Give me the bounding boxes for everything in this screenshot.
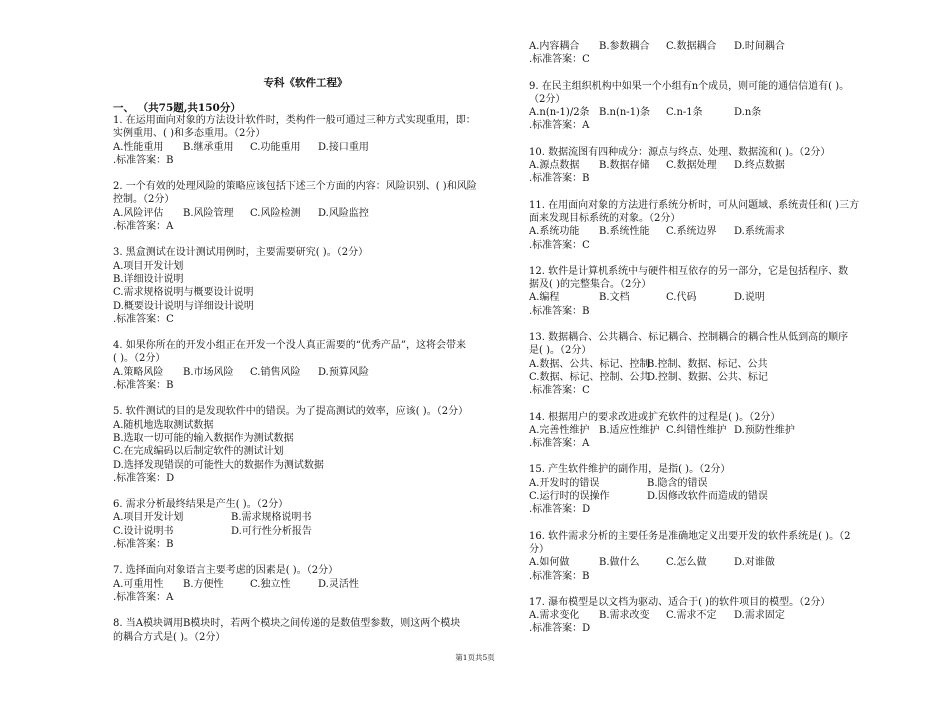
option-row [529,556,881,569]
question-text: 6. 需求分析最终结果是产生( )。（2分） [113,499,289,511]
question-text: 14. 根据用户的要求改进或扩充软件的过程是( )。（2分） [529,411,781,423]
question-12 [529,265,881,318]
option: A.可重用性 [113,578,164,590]
question-text: 11. 在用面向对象的方法进行系统分析时，可从问题域、系统责任和( )三方 [529,199,860,211]
question-fragment [529,40,881,67]
option: A.开发时的错误 [529,477,600,489]
option-row [113,286,501,299]
question-5 [113,405,501,485]
question-text: 12. 软件是计算机系统中与硬件相互依存的另一部分，它是包括程序、数 [529,265,849,277]
question-text: 是( )。（2分） [529,345,592,357]
option-row [529,159,881,172]
option-row [113,273,501,286]
option: D.对谁做 [734,557,775,569]
option: B.需求规格说明书 [231,512,312,524]
option: A.如何做 [529,557,570,569]
question-text: 17. 瀑布模型是以文档为驱动、适合于( )的软件项目的模型。（2分） [529,596,831,608]
answer-line: .标准答案：C [529,239,590,251]
question-text: 5. 软件测试的目的是发现软件中的错误。为了提高测试的效率，应该( )。（2分） [113,406,469,418]
option: A.源点数据 [529,160,580,172]
option: D.因修改软件而造成的错误 [647,491,768,503]
page-footer: 第1页共5页 [455,653,495,662]
option-row [529,477,881,490]
option: C.功能重用 [250,141,301,153]
option: C.n-1条 [666,107,703,119]
option: C.需求规格说明与概要设计说明 [113,287,254,299]
option: B.方便性 [183,578,224,590]
question-text: 2. 一个有效的处理风险的策略应该包括下述三个方面的内容：风险识别、( )和风险 [113,181,477,193]
answer-line: .标准答案：A [113,591,174,603]
option: B.选取一切可能的输入数据作为测试数据 [113,432,294,444]
option: B.n(n-1)条 [599,107,650,119]
answer-line: .标准答案：A [529,438,590,450]
answer-line: .标准答案：B [529,173,590,185]
question-2 [113,180,501,233]
answer-line: .标准答案：D [113,472,175,484]
answer-line: .标准答案：D [529,623,591,635]
option-row [113,578,501,591]
option: A.随机地选取测试数据 [113,419,214,431]
option-row [529,225,881,238]
option: A.系统功能 [529,226,580,238]
question-9 [529,80,881,133]
option: C.风险检测 [250,207,301,219]
answer-line: .标准答案：A [529,120,590,132]
option-row [529,358,881,371]
section-heading: 一、 （共75题,共150分） [113,102,241,114]
question-11 [529,199,881,252]
option: C.运行时的误操作 [529,491,610,503]
option: A.性能重用 [113,141,164,153]
option: C.数据、标记、控制、公共 [529,371,650,383]
option: A.数据、公共、标记、控制 [529,358,650,370]
option-row [113,511,501,524]
option-row [113,459,501,472]
option: A.n(n-1)/2条 [529,107,590,119]
question-text: 1. 在运用面向对象的方法设计软件时，类构件一般可通过三种方式实现重用，即： [113,115,476,126]
question-text: 8. 当A模块调用B模块时，若两个模块之间传递的是数值型参数，则这两个模块 [113,618,461,630]
option: B.隐含的错误 [647,477,708,489]
question-text: 16. 软件需求分析的主要任务是准确地定义出要开发的软件系统是( )。（2 [529,530,851,542]
question-text: 15. 产生软件维护的副作用，是指( )。（2分） [529,464,731,476]
option-row [113,366,501,379]
answer-line: .标准答案：B [529,305,590,317]
option: C.设计说明书 [113,525,174,537]
option-row [113,300,501,313]
right-column [529,40,881,649]
option: D.说明 [734,292,765,304]
option: B.控制、数据、标记、公共 [647,358,768,370]
option-row [529,291,881,304]
option: D.需求固定 [734,610,785,622]
option: D.n条 [734,107,762,119]
option: A.完善性维护 [529,424,590,436]
option: D.控制、数据、公共、标记 [647,371,768,383]
option: B.参数耦合 [599,41,650,52]
answer-line: .标准答案：B [113,539,174,551]
question-text: 分） [529,543,549,555]
answer-line: .标准答案：D [529,504,591,516]
option-row [529,40,881,53]
question-14 [529,411,881,451]
option: B.需求改变 [599,610,650,622]
option: D.预算风险 [318,366,369,378]
question-text: 9. 在民主组织机构中如果一个小组有n个成员，则可能的通信信道有( )。 [529,80,850,92]
option-row [113,419,501,432]
question-text: 实例重用、( )和多态重用。（2分） [113,128,266,140]
option: C.代码 [666,292,697,304]
option: C.销售风险 [250,366,301,378]
option: D.选择发现错误的可能性大的数据作为测试数据 [113,459,324,471]
question-13 [529,331,881,397]
option: C.需求不定 [666,610,717,622]
question-8 [113,617,501,644]
option: C.数据处理 [666,160,717,172]
option: D.终点数据 [734,160,785,172]
question-17 [529,596,881,636]
option: A.内容耦合 [529,41,580,52]
option: B.文档 [599,292,630,304]
question-7 [113,564,501,604]
option: B.系统性能 [599,226,650,238]
option-row [113,141,501,154]
option: B.做什么 [599,557,640,569]
answer-line: .标准答案：B [113,380,174,392]
question-text: （2分） [529,93,566,105]
question-text: 7. 选择面向对象语言主要考虑的因素是( )。（2分） [113,565,339,577]
question-text: 控制。（2分） [113,194,175,206]
option: B.继承重用 [183,141,234,153]
answer-line: .标准答案：C [529,385,590,397]
answer-line: .标准答案：B [113,154,174,166]
option-row [529,424,881,437]
option: A.编程 [529,292,560,304]
option: B.适应性维护 [599,424,660,436]
option-row [113,445,501,458]
option: A.风险评估 [113,207,164,219]
option: C.数据耦合 [666,41,717,52]
option: C.怎么做 [666,557,707,569]
answer-line: .标准答案：C [529,54,590,66]
right-question-list [529,80,881,636]
question-4 [113,339,501,392]
question-6 [113,498,501,551]
option-row [113,207,501,220]
option: D.可行性分析报告 [231,525,312,537]
option: D.概要设计说明与详细设计说明 [113,300,254,312]
option: A.策略风险 [113,366,164,378]
option-row [113,525,501,538]
option: A.项目开发计划 [113,512,184,524]
option: A.项目开发计划 [113,260,184,272]
question-text: 面来发现目标系统的对象。（2分） [529,212,681,224]
question-3 [113,246,501,326]
option: B.市场风险 [183,366,234,378]
option-row [529,609,881,622]
option-row [529,490,881,503]
option-row [113,432,501,445]
option-row [113,260,501,273]
option: C.纠错性维护 [666,424,727,436]
question-15 [529,463,881,516]
question-text: 13. 数据耦合、公共耦合、标记耦合、控制耦合的耦合性从低到高的顺序 [529,332,849,344]
question-text: ( )。（2分） [113,353,166,365]
option: C.在完成编码以后制定软件的测试计划 [113,446,284,458]
answer-line: .标准答案：B [529,570,590,582]
option: D.预防性维护 [734,424,795,436]
document-title: 专科《软件工程》 [263,77,348,89]
question-text: 的耦合方式是( )。（2分） [113,631,226,643]
option-row [529,106,881,119]
question-1 [113,114,501,167]
option: C.独立性 [250,578,291,590]
option: C.系统边界 [666,226,717,238]
option: D.系统需求 [734,226,785,238]
option: D.时间耦合 [734,41,785,52]
option: D.风险监控 [318,207,369,219]
question-text: 4. 如果你所在的开发小组正在开发一个没人真正需要的“优秀产品”，这将会带来 [113,340,466,352]
answer-line: .标准答案：C [113,313,174,325]
option: B.数据存储 [599,160,650,172]
option: D.接口重用 [318,141,369,153]
left-question-list [113,114,501,657]
question-10 [529,146,881,186]
question-16 [529,530,881,583]
answer-line: .标准答案：A [113,221,174,233]
option: B.风险管理 [183,207,234,219]
option: D.灵活性 [318,578,359,590]
question-text: 3. 黑盒测试在设计测试用例时，主要需要研究( )。（2分） [113,247,369,259]
question-text: 10. 数据流图有四种成分：源点与终点、处理、数据流和( )。（2分） [529,146,831,158]
option-row [529,371,881,384]
option: B.详细设计说明 [113,273,184,285]
option: A.需求变化 [529,610,580,622]
question-text: 据及( )的完整集合。（2分） [529,279,652,291]
